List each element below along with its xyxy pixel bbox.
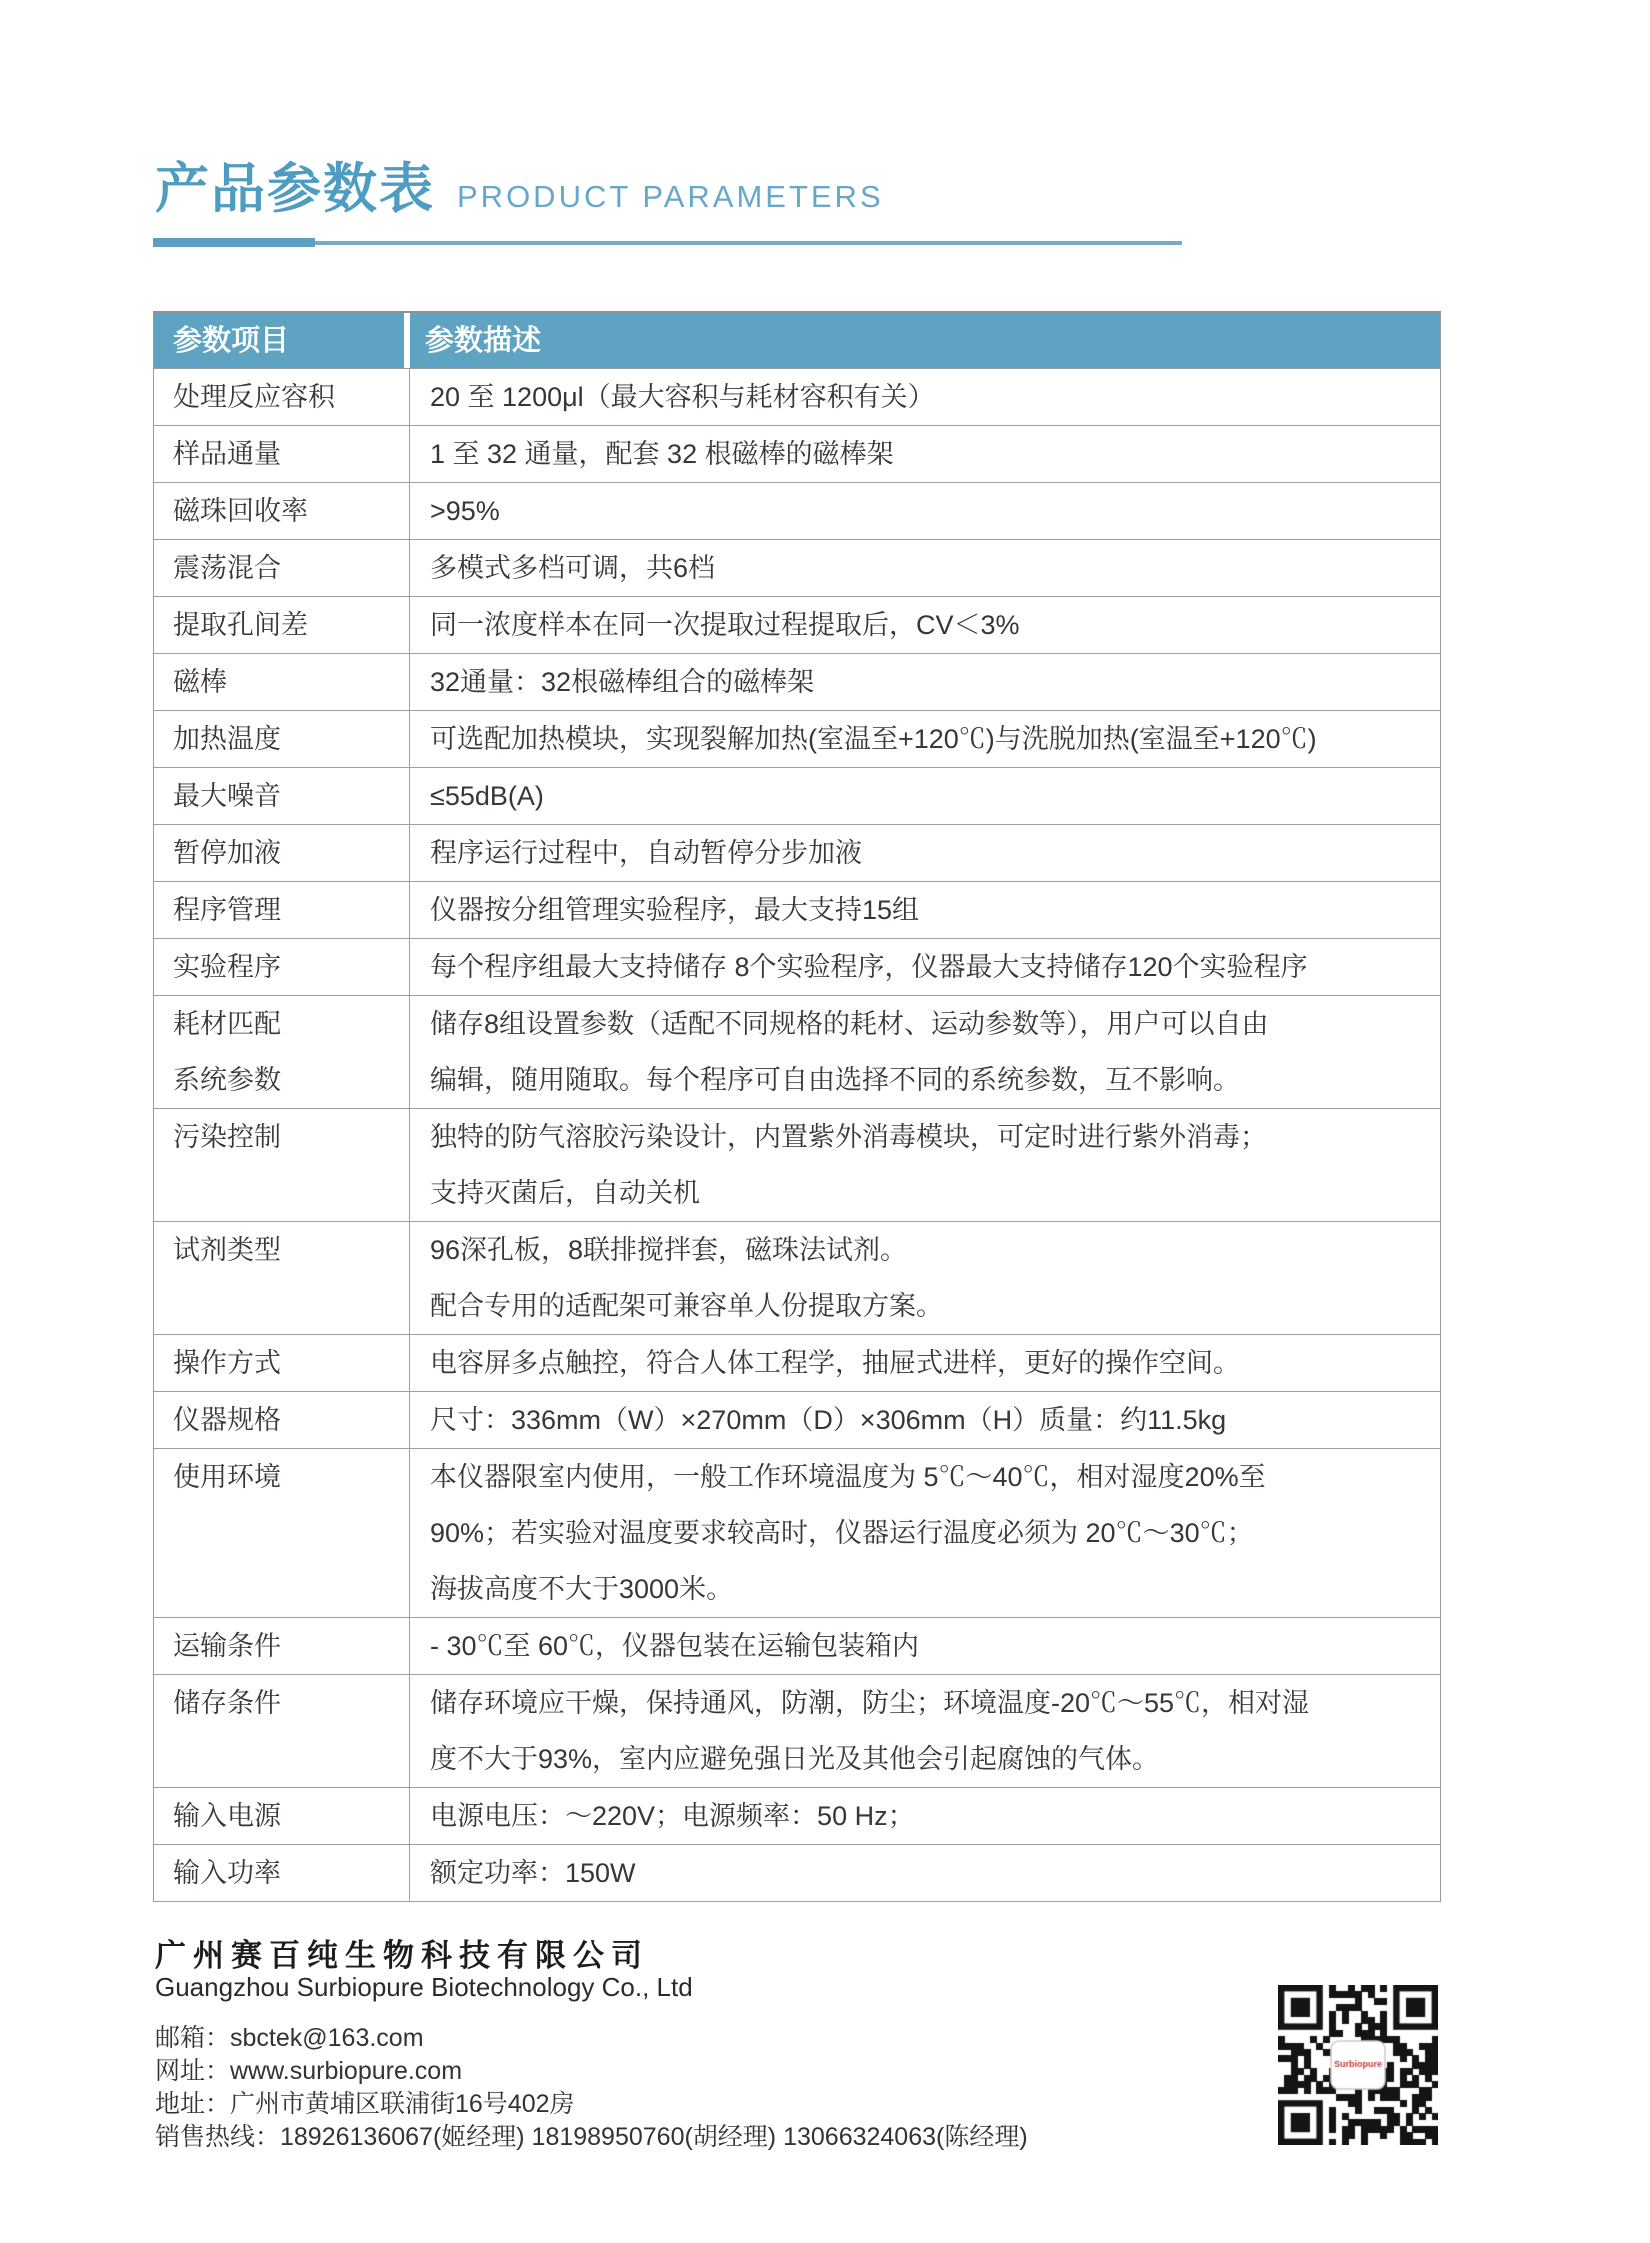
param-item-cell (154, 939, 410, 995)
param-desc-cell (410, 825, 1440, 881)
contact-line: 销售热线：18926136067(姬经理) 18198950760(胡经理) 13066324063(陈经理) (155, 2123, 1028, 2151)
param-item-cell (154, 711, 410, 767)
param-desc-line: 额定功率：150W (430, 1858, 636, 1888)
param-desc-line: 编辑，随用随取。每个程序可自由选择不同的系统参数，互不影响。 (430, 1065, 1240, 1095)
param-item-line: 仪器规格 (173, 1405, 281, 1435)
param-item-line: 加热温度 (173, 724, 281, 754)
param-item-line: 磁棒 (173, 667, 227, 697)
param-desc-line: 储存环境应干燥，保持通风，防潮，防尘；环境温度-20℃～55℃，相对湿 (430, 1688, 1310, 1718)
param-item-cell (154, 768, 410, 824)
table-row (154, 711, 1440, 768)
param-item-line (173, 1731, 409, 1787)
title-underline-thin (315, 241, 1182, 245)
param-item-line: 震荡混合 (173, 553, 281, 583)
param-item-line: 系统参数 (173, 1065, 281, 1095)
param-item-line: 处理反应容积 (173, 382, 335, 412)
table-row (154, 426, 1440, 483)
param-desc-cell (410, 1675, 1440, 1787)
param-desc-cell (410, 882, 1440, 938)
param-item-line: 储存条件 (173, 1688, 281, 1718)
title-underline-thick (153, 238, 315, 247)
param-item-line: 输入电源 (173, 1801, 281, 1831)
table-row (154, 1335, 1440, 1392)
param-item-line: 运输条件 (173, 1631, 281, 1661)
param-desc-line: 尺寸：336mm（W）×270mm（D）×306mm（H）质量：约11.5kg (430, 1405, 1227, 1435)
table-row (154, 939, 1440, 996)
param-item-cell (154, 1335, 410, 1391)
param-desc-line: 多模式多档可调，共6档 (430, 553, 716, 583)
param-desc-line: 支持灭菌后，自动关机 (430, 1178, 700, 1208)
table-row (154, 1618, 1440, 1675)
param-item-line: 磁珠回收率 (173, 496, 308, 526)
param-item-cell (154, 540, 410, 596)
param-item-cell (154, 1618, 410, 1674)
param-item-line: 最大噪音 (173, 781, 281, 811)
param-desc-cell (410, 540, 1440, 596)
param-item-cell (154, 1449, 410, 1617)
param-item-line: 样品通量 (173, 439, 281, 469)
param-desc-line: - 30℃至 60℃，仪器包装在运输包装箱内 (430, 1631, 920, 1661)
param-item-line: 使用环境 (173, 1462, 281, 1492)
param-desc-cell (410, 768, 1440, 824)
param-item-cell (154, 597, 410, 653)
param-item-line: 程序管理 (173, 895, 281, 925)
table-header-desc: 参数描述 (410, 313, 1440, 368)
table-row (154, 1788, 1440, 1845)
param-desc-line: 本仪器限室内使用，一般工作环境温度为 5℃～40℃，相对湿度20%至 (430, 1462, 1266, 1492)
table-row (154, 1392, 1440, 1449)
param-desc-line: 32通量：32根磁棒组合的磁棒架 (430, 667, 815, 697)
param-desc-cell (410, 1618, 1440, 1674)
param-item-cell (154, 882, 410, 938)
param-item-line: 实验程序 (173, 952, 281, 982)
table-row (154, 882, 1440, 939)
param-item-cell (154, 1392, 410, 1448)
table-row (154, 1222, 1440, 1335)
param-desc-line: 仪器按分组管理实验程序，最大支持15组 (430, 895, 920, 925)
param-item-cell (154, 369, 410, 425)
param-desc-line: 配合专用的适配架可兼容单人份提取方案。 (430, 1291, 943, 1321)
param-desc-cell (410, 939, 1440, 995)
parameters-table (153, 311, 1441, 1902)
param-desc-line: ≤55dB(A) (430, 781, 544, 811)
param-desc-cell (410, 483, 1440, 539)
param-desc-line: 可选配加热模块，实现裂解加热(室温至+120℃)与洗脱加热(室温至+120℃) (430, 724, 1317, 754)
param-item-line (173, 1165, 409, 1221)
param-desc-line: 同一浓度样本在同一次提取过程提取后，CV＜3% (430, 610, 1020, 640)
contact-line: 邮箱：sbctek@163.com (155, 2024, 424, 2052)
table-row (154, 369, 1440, 426)
param-desc-cell (410, 1392, 1440, 1448)
param-desc-cell (410, 1335, 1440, 1391)
param-desc-line: 96深孔板，8联排搅拌套，磁珠法试剂。 (430, 1235, 908, 1265)
param-item-cell (154, 1675, 410, 1787)
param-desc-cell (410, 711, 1440, 767)
param-item-line (173, 1505, 409, 1561)
param-item-line: 暂停加液 (173, 838, 281, 868)
param-desc-line: 海拔高度不大于3000米。 (430, 1574, 734, 1604)
qr-code (1278, 1985, 1438, 2145)
param-item-cell (154, 825, 410, 881)
param-item-cell (154, 426, 410, 482)
param-desc-cell (410, 1109, 1440, 1221)
table-row (154, 1675, 1440, 1788)
table-row (154, 654, 1440, 711)
param-desc-line: 20 至 1200μl（最大容积与耗材容积有关） (430, 382, 935, 412)
param-item-line: 操作方式 (173, 1348, 281, 1378)
table-row (154, 540, 1440, 597)
param-desc-line: 90%；若实验对温度要求较高时，仪器运行温度必须为 20℃～30℃； (430, 1518, 1254, 1548)
param-desc-line: 度不大于93%，室内应避免强日光及其他会引起腐蚀的气体。 (430, 1744, 1160, 1774)
param-desc-line: 1 至 32 通量，配套 32 根磁棒的磁棒架 (430, 439, 894, 469)
param-desc-line: 每个程序组最大支持储存 8个实验程序，仪器最大支持储存120个实验程序 (430, 952, 1308, 982)
table-row (154, 483, 1440, 540)
param-desc-cell (410, 1845, 1440, 1901)
table-row (154, 825, 1440, 882)
param-item-cell (154, 996, 410, 1108)
table-row (154, 1449, 1440, 1618)
param-desc-line: 独特的防气溶胶污染设计，内置紫外消毒模块，可定时进行紫外消毒； (430, 1122, 1267, 1152)
page-title-en: PRODUCT PARAMETERS (457, 179, 884, 214)
table-row (154, 996, 1440, 1109)
param-item-line: 耗材匹配 (173, 1009, 281, 1039)
param-item-cell (154, 483, 410, 539)
param-item-line: 试剂类型 (173, 1235, 281, 1265)
table-row (154, 1109, 1440, 1222)
param-item-line: 污染控制 (173, 1122, 281, 1152)
param-item-line: 输入功率 (173, 1858, 281, 1888)
param-desc-line: 储存8组设置参数（适配不同规格的耗材、运动参数等），用户可以自由 (430, 1009, 1269, 1039)
param-desc-cell (410, 654, 1440, 710)
param-desc-cell (410, 369, 1440, 425)
param-item-line: 提取孔间差 (173, 610, 308, 640)
page-title (155, 160, 1455, 220)
param-desc-cell (410, 1788, 1440, 1844)
param-desc-line: >95% (430, 496, 500, 526)
page-title-zh: 产品参数表 (155, 159, 435, 219)
param-desc-line: 程序运行过程中，自动暂停分步加液 (430, 838, 862, 868)
table-row (154, 1845, 1440, 1902)
param-desc-cell (410, 1222, 1440, 1334)
table-row (154, 597, 1440, 654)
param-desc-cell (410, 1449, 1440, 1617)
contact-line: 网址：www.surbiopure.com (155, 2057, 463, 2085)
table-header-item: 参数项目 (154, 313, 404, 368)
company-name-zh: 广州赛百纯生物科技有限公司 (155, 1938, 649, 1973)
param-desc-line: 电容屏多点触控，符合人体工程学，抽屉式进样，更好的操作空间。 (430, 1348, 1240, 1378)
company-name-en: Guangzhou Surbiopure Biotechnology Co., Ltd (155, 1972, 693, 2002)
table-body (154, 369, 1440, 1902)
table-row (154, 768, 1440, 825)
param-item-cell (154, 1788, 410, 1844)
param-desc-cell (410, 597, 1440, 653)
contact-block (155, 2022, 1028, 2154)
contact-line: 地址：广州市黄埔区联浦街16号402房 (155, 2090, 575, 2118)
param-item-cell (154, 654, 410, 710)
param-item-cell (154, 1845, 410, 1901)
param-desc-cell (410, 426, 1440, 482)
param-item-cell (154, 1222, 410, 1334)
param-item-cell (154, 1109, 410, 1221)
param-desc-cell (410, 996, 1440, 1108)
param-item-line (173, 1561, 409, 1617)
param-item-line (173, 1278, 409, 1334)
table-header-row (154, 313, 1440, 369)
param-desc-line: 电源电压：～220V；电源频率：50 Hz； (430, 1801, 915, 1831)
